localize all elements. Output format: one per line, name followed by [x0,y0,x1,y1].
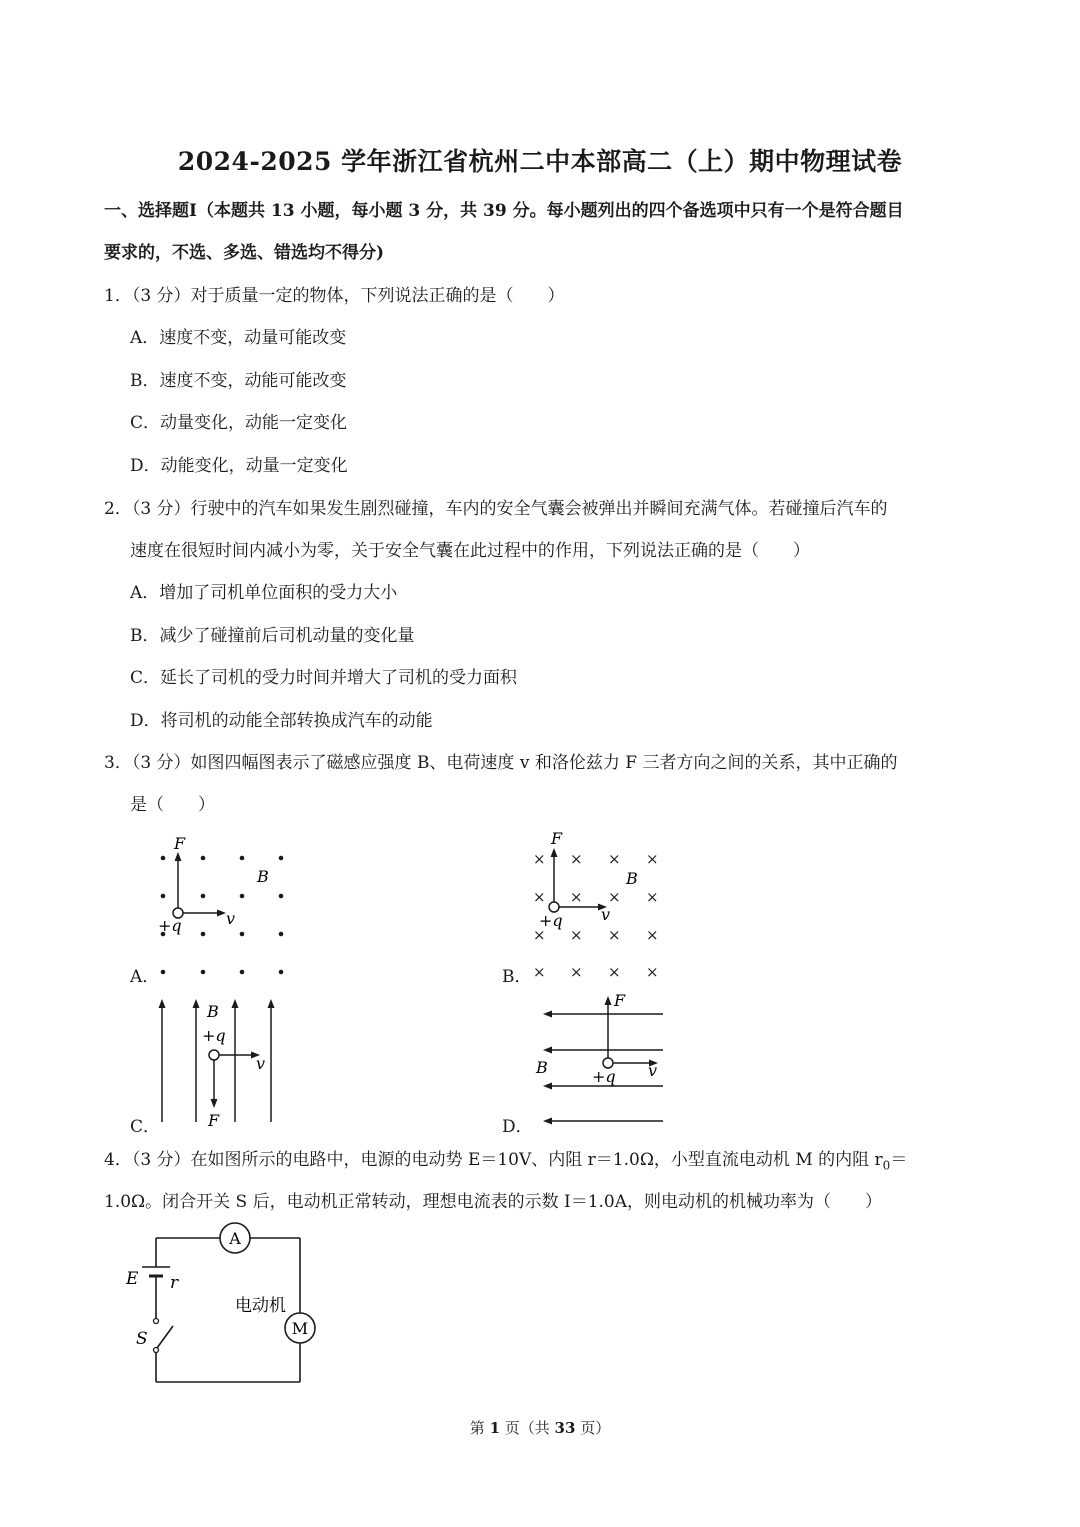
svg-text:×: × [570,963,583,981]
q2-option-b: B．减少了碰撞前后司机动量的变化量 [130,626,415,646]
emf-label: E [126,1269,139,1289]
svg-text:×: × [533,926,546,944]
q2-option-c: C．延长了司机的受力时间并增大了司机的受力面积 [130,668,518,688]
q1-option-b: B．速度不变，动能可能改变 [130,371,347,391]
q3-label-a: A． [130,967,160,987]
q3-figure-b [527,826,677,986]
label-v: v [648,1061,658,1080]
label-q: +q [202,1026,226,1045]
section-heading-line2: 要求的，不选、多选、错选均不得分) [104,243,385,263]
field-lines [162,1006,271,1122]
q1-option-a: A．速度不变，动量可能改变 [130,328,347,348]
label-f: F [174,834,186,853]
motor-symbol: M [291,1319,309,1338]
svg-text:×: × [646,850,659,868]
motor-label: 电动机 [235,1296,286,1316]
label-f: F [614,991,626,1010]
q2-option-d: D．将司机的动能全部转换成汽车的动能 [130,711,433,731]
label-b: B [536,1058,548,1077]
q1-stem: 1．（3 分）对于质量一定的物体，下列说法正确的是（ ） [104,286,565,306]
q2-stem-line2: 速度在很短时间内减小为零，关于安全气囊在此过程中的作用，下列说法正确的是（ ） [130,541,810,561]
page-title: 2024-2025 学年浙江省杭州二中本部高二（上）期中物理试卷 [177,147,903,176]
label-v: v [601,905,611,924]
q4-stem-line1: 4．（3 分）在如图所示的电路中，电源的电动势 E＝10V、内阻 r＝1.0Ω，小型直流电动机 M 的内阻 $r_0=$ [104,1150,908,1173]
q1-option-c: C．动量变化，动能一定变化 [130,413,348,433]
page-number: 1 [489,1419,500,1437]
label-v: v [256,1054,266,1073]
q3-label-d: D． [502,1117,533,1137]
q3-figure-a [150,830,300,985]
velocity-arrow-head [217,910,226,917]
page-total: 33 [554,1419,576,1437]
force-arrow-head [211,1099,218,1108]
svg-text:×: × [646,926,659,944]
internal-resistance-label: r [170,1273,179,1293]
q4-stem-line2: 1.0Ω。闭合开关 S 后，电动机正常转动，理想电流表的示数 I＝1.0A，则电动机的机械功率为（ ） [104,1192,883,1212]
r0-subscript: 0 [882,1158,891,1173]
page-footer: 第 1 页（共 33 页） [469,1419,611,1437]
label-q: +q [539,911,563,930]
section-heading-line1: 一、选择题I（本题共 13 小题，每小题 3 分，共 39 分。每小题列出的四个备选项中只有一个是符合题目 [104,201,904,221]
force-arrow-head [551,848,558,857]
force-arrow-head [605,996,612,1005]
svg-text:×: × [608,926,621,944]
q3-label-b: B． [502,967,532,987]
svg-text:×: × [646,963,659,981]
q1-option-d: D．动能变化，动量一定变化 [130,456,348,476]
q2-option-a: A．增加了司机单位面积的受力大小 [130,583,398,603]
switch-label: S [136,1329,148,1349]
svg-text:×: × [533,888,546,906]
ammeter-label: A [229,1229,241,1248]
label-b: B [207,1002,219,1021]
svg-text:×: × [608,888,621,906]
q2-stem-line1: 2．（3 分）行驶中的汽车如果发生剧烈碰撞，车内的安全气囊会被弹出并瞬间充满气体。若碰撞后汽车的 [104,499,888,519]
svg-text:×: × [570,926,583,944]
svg-text:×: × [570,850,583,868]
label-v: v [226,909,236,928]
label-q: +q [592,1067,616,1086]
force-arrow-head [175,852,182,861]
q3-stem-line2: 是（ ） [130,795,215,815]
svg-text:×: × [533,850,546,868]
svg-text:×: × [646,888,659,906]
q3-figure-d [530,988,670,1128]
switch-lever [157,1326,173,1348]
svg-text:×: × [608,850,621,868]
svg-text:×: × [608,963,621,981]
q3-stem-line1: 3．（3 分）如图四幅图表示了磁感应强度 B、电荷速度 v 和洛伦兹力 F 三者方向之间的关系，其中正确的 [104,753,898,773]
charge-circle [209,1050,219,1060]
label-f: F [208,1111,220,1130]
q3-figure-c [150,990,300,1130]
label-b: B [257,867,269,886]
label-q: +q [158,916,182,935]
label-b: B [626,869,638,888]
q3-label-c: C． [130,1117,161,1137]
label-f: F [551,829,563,848]
svg-text:×: × [570,888,583,906]
q4-circuit-diagram [120,1220,330,1390]
svg-text:×: × [533,963,546,981]
